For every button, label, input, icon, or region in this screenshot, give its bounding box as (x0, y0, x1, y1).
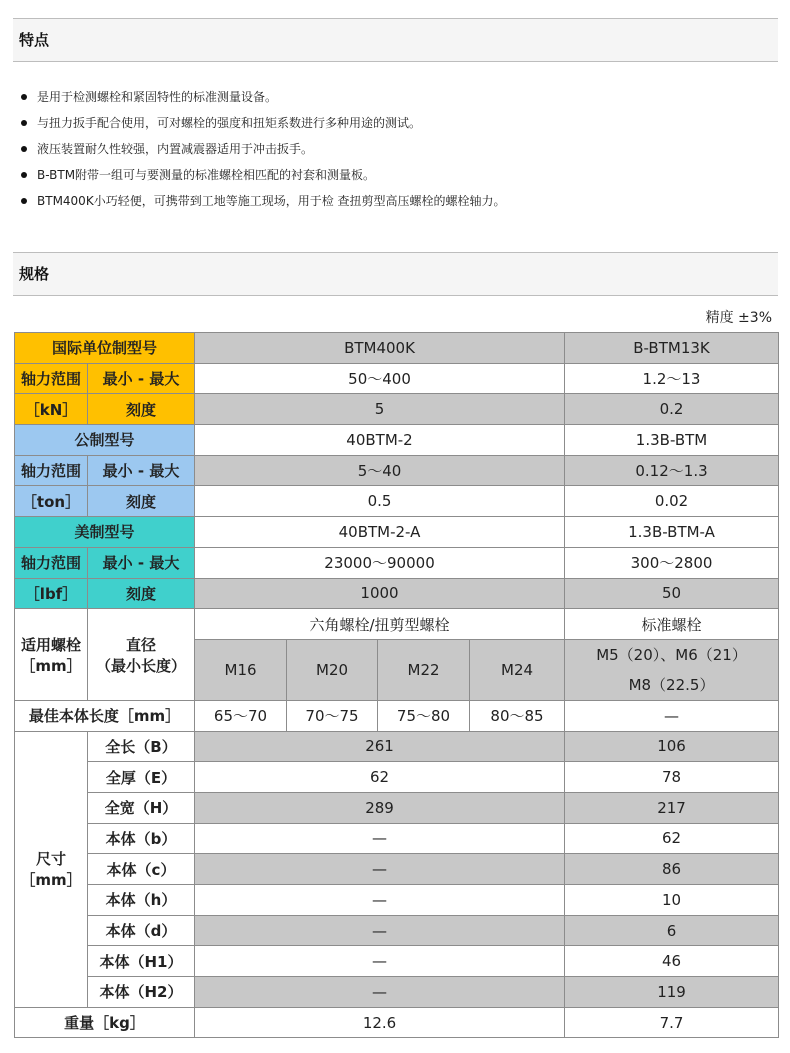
metric-scale-a: 0.5 (195, 486, 565, 517)
metric-axial-label: 轴力范围 (15, 455, 88, 486)
si-scale-a: 5 (195, 394, 565, 425)
table-row (15, 731, 779, 762)
table-row (15, 363, 779, 394)
si-scale-label: 刻度 (88, 394, 195, 425)
feature-item: 是用于检测螺栓和紧固特性的标准测量设备。 (19, 84, 506, 110)
dimension-value-b: 86 (565, 854, 779, 885)
dimension-name: 全厚（E） (88, 762, 195, 793)
dimension-name: 全长（B） (88, 731, 195, 762)
dimension-name: 本体（c） (88, 854, 195, 885)
table-row (15, 977, 779, 1008)
si-model-b: B-BTM13K (565, 333, 779, 364)
dimension-value-a: 289 (195, 792, 565, 823)
metric-model-a: 40BTM-2 (195, 425, 565, 456)
weight-value-b: 7.7 (565, 1007, 779, 1038)
bolt-standard-sizes (565, 639, 779, 700)
metric-scale-b: 0.02 (565, 486, 779, 517)
length-label: 最佳本体长度［mm］ (15, 700, 195, 731)
bolt-unit: ［mm］ (20, 656, 82, 675)
dimension-value-b: 46 (565, 946, 779, 977)
metric-range-a: 5～40 (195, 455, 565, 486)
length-standard: — (565, 700, 779, 731)
diameter-label: 直径 (126, 635, 157, 654)
length-value: 80～85 (470, 700, 565, 731)
bolt-size: M20 (287, 639, 378, 700)
bolt-size: M16 (195, 639, 287, 700)
us-range-label: 最小 - 最大 (88, 547, 195, 578)
dimension-value-a: — (195, 946, 565, 977)
dimension-value-a: 261 (195, 731, 565, 762)
us-axial-label: 轴力范围 (15, 547, 88, 578)
dimension-name: 本体（H1） (88, 946, 195, 977)
dimension-value-b: 62 (565, 823, 779, 854)
dimension-value-a: 62 (195, 762, 565, 793)
us-model-a: 40BTM-2-A (195, 517, 565, 548)
us-unit: ［lbf］ (15, 578, 88, 609)
length-value: 75～80 (378, 700, 470, 731)
dimensions-label-cell (15, 731, 88, 1007)
us-range-b: 300～2800 (565, 547, 779, 578)
si-unit: ［kN］ (15, 394, 88, 425)
us-model-b: 1.3B-BTM-A (565, 517, 779, 548)
dimension-name: 本体（b） (88, 823, 195, 854)
bolt-type-a: 六角螺栓/扭剪型螺栓 (195, 609, 565, 640)
metric-range-b: 0.12～1.3 (565, 455, 779, 486)
feature-item: 液压装置耐久性较强，内置减震器适用于冲击扳手。 (19, 136, 506, 162)
dimension-value-a: — (195, 823, 565, 854)
si-model-label: 国际单位制型号 (15, 333, 195, 364)
diameter-sublabel: （最小长度） (96, 656, 187, 675)
bolt-standard-line: M8（22.5） (628, 675, 715, 694)
bolt-label: 适用螺栓 (20, 635, 81, 654)
table-row (15, 394, 779, 425)
specs-heading: 规格 (13, 252, 778, 296)
bolt-type-b: 标准螺栓 (565, 609, 779, 640)
dimensions-label: 尺寸 (35, 850, 66, 869)
features-list (19, 84, 506, 214)
dimension-value-b: 106 (565, 731, 779, 762)
weight-value-a: 12.6 (195, 1007, 565, 1038)
length-value: 70～75 (287, 700, 378, 731)
weight-label: 重量［kg］ (15, 1007, 195, 1038)
dimension-value-b: 78 (565, 762, 779, 793)
table-row (15, 792, 779, 823)
table-row (15, 946, 779, 977)
metric-unit: ［ton］ (15, 486, 88, 517)
dimension-value-b: 10 (565, 885, 779, 916)
dimensions-unit: ［mm］ (20, 871, 82, 890)
dimension-value-a: — (195, 915, 565, 946)
bolt-size: M24 (470, 639, 565, 700)
table-row (15, 333, 779, 364)
si-model-a: BTM400K (195, 333, 565, 364)
table-row (15, 823, 779, 854)
feature-item: BTM400K小巧轻便，可携带到工地等施工现场，用于检 查扭剪型高压螺栓的螺栓轴力。 (19, 188, 506, 214)
us-scale-b: 50 (565, 578, 779, 609)
metric-scale-label: 刻度 (88, 486, 195, 517)
si-range-a: 50～400 (195, 363, 565, 394)
bolt-label-cell (15, 609, 88, 701)
diameter-label-cell (88, 609, 195, 701)
table-row (15, 700, 779, 731)
si-range-label: 最小 - 最大 (88, 363, 195, 394)
us-model-label: 美制型号 (15, 517, 195, 548)
bolt-standard-line: M5（20）、M6（21） (596, 645, 747, 664)
dimension-value-a: — (195, 854, 565, 885)
table-row (15, 609, 779, 640)
dimension-name: 本体（H2） (88, 977, 195, 1008)
us-range-a: 23000～90000 (195, 547, 565, 578)
metric-model-label: 公制型号 (15, 425, 195, 456)
table-row (15, 425, 779, 456)
dimension-value-a: — (195, 885, 565, 916)
table-row (15, 915, 779, 946)
dimension-value-b: 119 (565, 977, 779, 1008)
table-row (15, 517, 779, 548)
length-value: 65～70 (195, 700, 287, 731)
feature-item: B-BTM附带一组可与要测量的标准螺栓相匹配的衬套和测量板。 (19, 162, 506, 188)
si-scale-b: 0.2 (565, 394, 779, 425)
accuracy-note: 精度 ±3% (705, 310, 772, 326)
feature-item: 与扭力扳手配合使用，可对螺栓的强度和扭矩系数进行多种用途的测试。 (19, 110, 506, 136)
table-row (15, 455, 779, 486)
us-scale-a: 1000 (195, 578, 565, 609)
metric-range-label: 最小 - 最大 (88, 455, 195, 486)
si-range-b: 1.2～13 (565, 363, 779, 394)
table-row (15, 854, 779, 885)
dimension-name: 本体（h） (88, 885, 195, 916)
table-row (15, 762, 779, 793)
us-scale-label: 刻度 (88, 578, 195, 609)
bolt-size: M22 (378, 639, 470, 700)
table-row (15, 547, 779, 578)
metric-model-b: 1.3B-BTM (565, 425, 779, 456)
dimension-value-b: 6 (565, 915, 779, 946)
si-axial-label: 轴力范围 (15, 363, 88, 394)
features-heading: 特点 (13, 18, 778, 62)
table-row (15, 578, 779, 609)
dimension-value-b: 217 (565, 792, 779, 823)
spec-table (14, 332, 779, 1038)
table-row (15, 1007, 779, 1038)
dimension-value-a: — (195, 977, 565, 1008)
table-row (15, 885, 779, 916)
dimension-name: 全宽（H） (88, 792, 195, 823)
dimension-name: 本体（d） (88, 915, 195, 946)
table-row (15, 486, 779, 517)
